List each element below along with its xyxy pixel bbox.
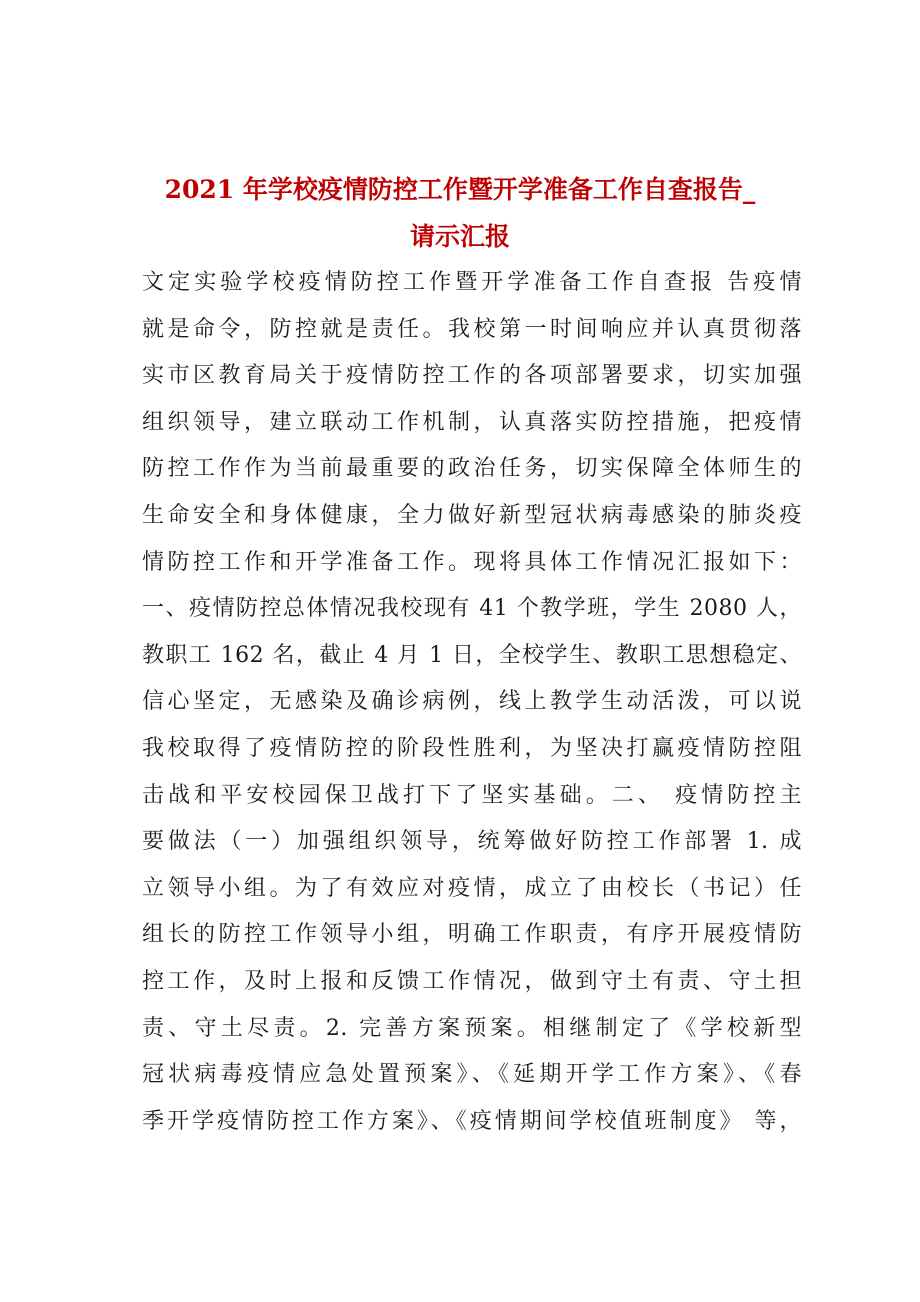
body-line: 冠状病毒疫情应急处置预案》、《延期开学工作方案》、《春 (142, 1062, 802, 1088)
document-title (110, 166, 810, 260)
body-line: 一、疫情防控总体情况我校现有 41 个教学班，学生 2080 人， (142, 596, 802, 622)
body-line: 生命安全和身体健康，全力做好新型冠状病毒感染的肺炎疫 (142, 502, 802, 528)
body-line: 我校取得了疫情防控的阶段性胜利，为坚决打赢疫情防控阻 (142, 735, 802, 761)
title-line: 2021 年学校疫情防控工作暨开学准备工作自查报告_ (164, 175, 756, 204)
body-line: 文定实验学校疫情防控工作暨开学准备工作自查报 告疫情 (142, 270, 802, 295)
body-line: 立领导小组。为了有效应对疫情，成立了由校长（书记）任 (142, 875, 802, 901)
body-line: 责、守土尽责。2. 完善方案预案。相继制定了《学校新型 (142, 1015, 802, 1041)
body-line: 就是命令，防控就是责任。我校第一时间响应并认真贯彻落 (142, 316, 802, 342)
body-line: 实市区教育局关于疫情防控工作的各项部署要求，切实加强 (142, 363, 802, 389)
body-line: 信心坚定，无感染及确诊病例，线上教学生动活泼，可以说 (142, 689, 802, 715)
title-line: 请示汇报 (409, 222, 510, 251)
body-line: 击战和平安校园保卫战打下了坚实基础。二、 疫情防控主 (142, 782, 802, 808)
body-line: 季开学疫情防控工作方案》、《疫情期间学校值班制度》 等， (142, 1108, 802, 1134)
body-line: 防控工作作为当前最重要的政治任务，切实保障全体师生的 (142, 456, 802, 482)
body-line: 情防控工作和开学准备工作。现将具体工作情况汇报如下： (142, 549, 802, 575)
body-line: 要做法（一）加强组织领导，统筹做好防控工作部署 1. 成 (142, 829, 802, 855)
body-line: 教职工 162 名，截止 4 月 1 日，全校学生、教职工思想稳定、 (142, 642, 802, 668)
document-body (142, 260, 802, 1145)
body-line: 组长的防控工作领导小组，明确工作职责，有序开展疫情防 (142, 922, 802, 948)
body-line: 组织领导，建立联动工作机制，认真落实防控措施，把疫情 (142, 409, 802, 435)
body-line: 控工作，及时上报和反馈工作情况，做到守土有责、守土担 (142, 968, 802, 994)
